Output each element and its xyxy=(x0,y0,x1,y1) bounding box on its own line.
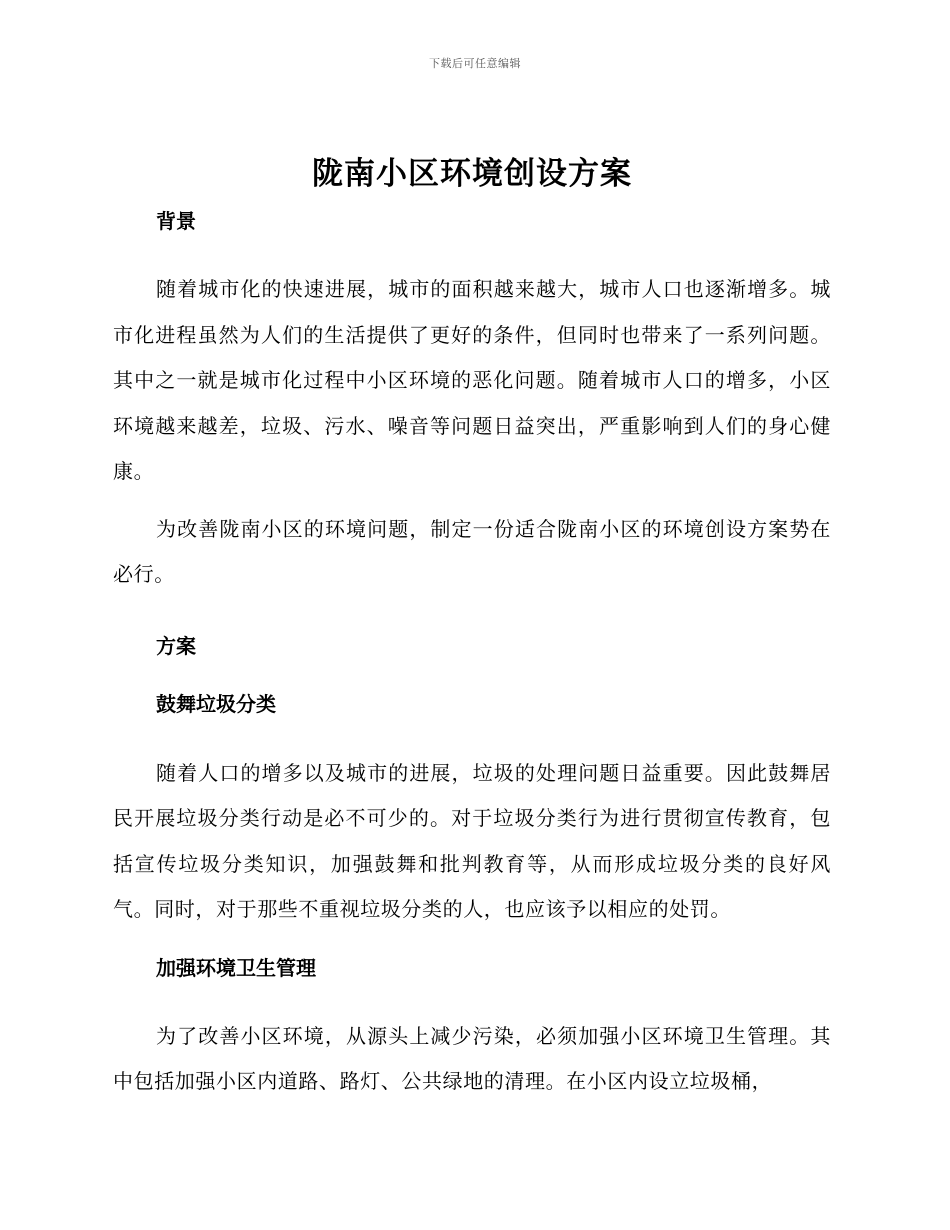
section-heading-plan: 方案 xyxy=(156,633,196,658)
paragraph-background-1: 随着城市化的快速进展，城市的面积越来越大，城市人口也逐渐增多。城市化进程虽然为人们的生活提供了更好的条件，但同时也带来了一系列问题。其中之一就是城市化过程中小区环境的恶化问题。随着城市人口的增多，小区环境越来越差，垃圾、污水、噪音等问题日益突出，严重影响到人们的身心健康。 xyxy=(113,277,831,483)
section-heading-garbage-sorting: 鼓舞垃圾分类 xyxy=(156,691,276,716)
paragraph-background-2: 为改善陇南小区的环境问题，制定一份适合陇南小区的环境创设方案势在必行。 xyxy=(113,516,831,586)
section-heading-background: 背景 xyxy=(156,209,196,233)
header-note: 下载后可任意编辑 xyxy=(429,57,521,70)
document-title: 陇南小区环境创设方案 xyxy=(312,156,632,192)
paragraph-hygiene-management: 为了改善小区环境，从源头上减少污染，必须加强小区环境卫生管理。其中包括加强小区内道路、路灯、公共绿地的清理。在小区内设立垃圾桶， xyxy=(113,1023,831,1093)
paragraph-garbage-sorting: 随着人口的增多以及城市的进展，垃圾的处理问题日益重要。因此鼓舞居民开展垃圾分类行动是必不可少的。对于垃圾分类行为进行贯彻宣传教育，包括宣传垃圾分类知识，加强鼓舞和批判教育等，从而形成垃圾分类的良好风气。同时，对于那些不重视垃圾分类的人，也应该予以相应的处罚。 xyxy=(113,760,831,921)
document-body xyxy=(113,152,831,1105)
section-heading-hygiene-management: 加强环境卫生管理 xyxy=(156,955,316,980)
